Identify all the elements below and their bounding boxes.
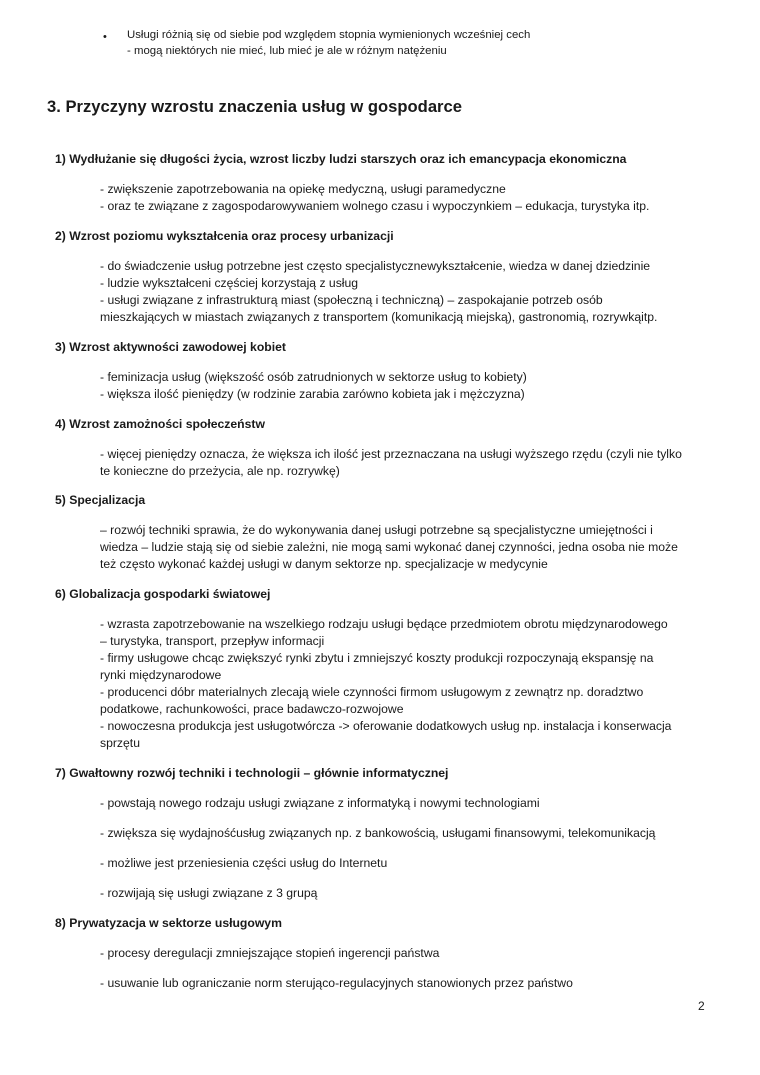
cause-heading-8: 8) Prywatyzacja w sektorze usługowym — [55, 916, 282, 930]
cause-line: - firmy usługowe chcąc zwiększyć rynki zbytu i zmniejszyć koszty produkcji rozpoczynają ekspansję na — [100, 651, 654, 665]
cause-line: - zwiększa się wydajnośćusług związanych np. z bankowością, usługami finansowymi, telekomunikacją — [100, 826, 656, 840]
cause-line: - rozwijają się usługi związane z 3 grupą — [100, 886, 318, 900]
cause-heading-3: 3) Wzrost aktywności zawodowej kobiet — [55, 340, 286, 354]
cause-line: też często wykonać każdej usługi w danym sektorze np. specjalizacje w medycynie — [100, 557, 548, 571]
bullet-icon: • — [103, 31, 107, 43]
cause-line: - usuwanie lub ograniczanie norm sterująco-regulacyjnych stanowionych przez państwo — [100, 976, 573, 990]
cause-heading-4: 4) Wzrost zamożności społeczeństw — [55, 417, 265, 431]
cause-line: - ludzie wykształceni częściej korzystają z usług — [100, 276, 359, 290]
cause-line: - więcej pieniędzy oznacza, że większa ich ilość jest przeznaczana na usługi wyższego rzędu (czyli nie tylko — [100, 447, 682, 461]
cause-line: - feminizacja usług (większość osób zatrudnionych w sektorze usług to kobiety) — [100, 370, 527, 384]
cause-line: - procesy deregulacji zmniejszające stopień ingerencji państwa — [100, 946, 440, 960]
cause-heading-6: 6) Globalizacja gospodarki światowej — [55, 587, 271, 601]
page-number: 2 — [698, 999, 705, 1013]
cause-line: - powstają nowego rodzaju usługi związane z informatyką i nowymi technologiami — [100, 796, 540, 810]
cause-line: rynki międzynarodowe — [100, 668, 222, 682]
cause-line: - możliwe jest przeniesienia części usług do Internetu — [100, 856, 388, 870]
cause-line: mieszkających w miastach związanych z transportem (komunikacją miejską), gastronomią, rozrywkąitp. — [100, 310, 658, 324]
cause-line: – turystyka, transport, przepływ informacji — [100, 634, 325, 648]
cause-line: - do świadczenie usług potrzebne jest często specjalistycznewykształcenie, wiedza w danej dziedzinie — [100, 259, 651, 273]
cause-heading-2: 2) Wzrost poziomu wykształcenia oraz procesy urbanizacji — [55, 229, 394, 243]
cause-line: - usługi związane z infrastrukturą miast (społeczną i techniczną) – zaspokajanie potrzeb osób — [100, 293, 603, 307]
section-title: 3. Przyczyny wzrostu znaczenia usług w gospodarce — [47, 97, 462, 116]
cause-line: wiedza – ludzie stają się od siebie zależni, nie mogą sami wykonać danej czynności, jedna osoba nie może — [100, 540, 678, 554]
cause-line: sprzętu — [100, 736, 140, 750]
cause-line: - nowoczesna produkcja jest usługotwórcza -> oferowanie dodatkowych usług np. instalacja i konserwacja — [100, 719, 672, 733]
cause-line: - oraz te związane z zagospodarowywaniem wolnego czasu i wypoczynkiem – edukacja, turystyka itp. — [100, 199, 650, 213]
cause-line: - zwiększenie zapotrzebowania na opiekę medyczną, usługi paramedyczne — [100, 182, 506, 196]
cause-line: - większa ilość pieniędzy (w rodzinie zarabia zarówno kobieta jak i mężczyzna) — [100, 387, 525, 401]
intro-line-2: - mogą niektórych nie mieć, lub mieć je ale w różnym natężeniu — [127, 45, 447, 57]
cause-line: - wzrasta zapotrzebowanie na wszelkiego rodzaju usługi będące przedmiotem obrotu międzynarodowego — [100, 617, 668, 631]
cause-line: te konieczne do przeżycia, ale np. rozrywkę) — [100, 464, 340, 478]
cause-heading-1: 1) Wydłużanie się długości życia, wzrost liczby ludzi starszych oraz ich emancypacja ekonomiczna — [55, 152, 627, 166]
cause-line: podatkowe, rachunkowości, prace badawczo-rozwojowe — [100, 702, 404, 716]
intro-line-1: Usługi różnią się od siebie pod względem stopnia wymienionych wcześniej cech — [127, 29, 531, 41]
cause-line: - producenci dóbr materialnych zlecają wiele czynności firmom usługowym z zewnątrz np. doradztwo — [100, 685, 644, 699]
cause-line: – rozwój techniki sprawia, że do wykonywania danej usługi potrzebne są specjalistyczne umiejętności i — [100, 523, 653, 537]
cause-heading-7: 7) Gwałtowny rozwój techniki i technologii – głównie informatycznej — [55, 766, 449, 780]
cause-heading-5: 5) Specjalizacja — [55, 493, 146, 507]
